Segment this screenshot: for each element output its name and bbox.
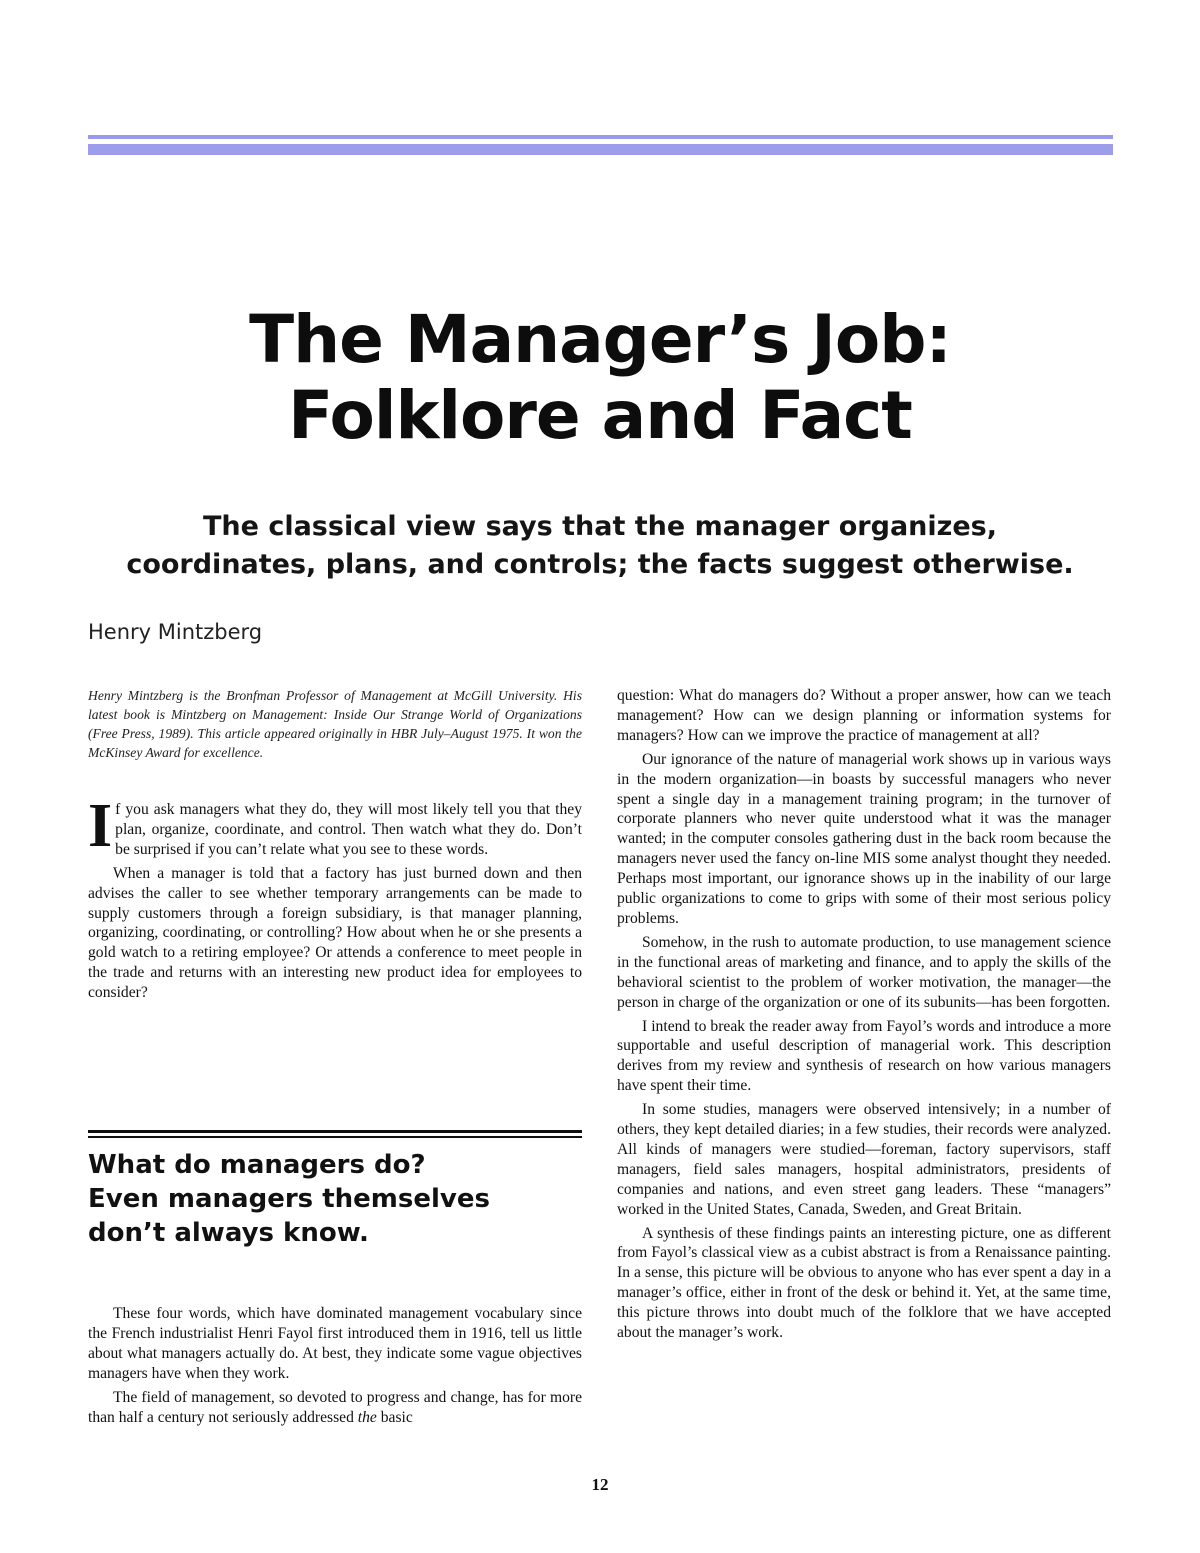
right-paragraph-1: question: What do managers do? Without a proper answer, how can we teach management? How can we design planning or information systems for managers? How can we improve the practice of management at all? <box>617 687 1111 744</box>
pullquote-line-3: don’t always know. <box>88 1218 369 1248</box>
article-subtitle <box>0 508 1200 584</box>
author-byline: Henry Mintzberg <box>88 620 263 644</box>
page-number: 12 <box>591 1475 609 1494</box>
title-line-2: Folklore and Fact <box>288 377 912 454</box>
header-rule-thick <box>88 144 1113 155</box>
right-paragraph-3: Somehow, in the rush to automate production, to use management science in the functional areas of marketing and finance, and to apply the skills of the behavioral scientist to the problem of worker motivation, the manager—the person in charge of the organization or one of its subunits—has been forgotten. <box>617 933 1111 1011</box>
left-paragraph-4 <box>88 1388 582 1428</box>
right-paragraph-2: Our ignorance of the nature of managerial work shows up in various ways in the modern organization—in boasts by successful managers who never spent a single day in a management training program; in the turnover of corporate planners who never quite understood what it was the manager wanted; in the computer consoles gathering dust in the back room because the managers never used the fancy on-line MIS some analyst thought they needed. Perhaps most important, our ignorance shows up in the inability of our large public organizations to come to grips with some of their most serious policy problems. <box>617 750 1111 927</box>
left-column-body <box>88 1304 582 1431</box>
pullquote-rule-bottom <box>88 1136 582 1138</box>
pullquote-rule-top <box>88 1130 582 1133</box>
title-line-1: The Manager’s Job: <box>249 301 951 378</box>
pullquote-line-2: Even managers themselves <box>88 1184 490 1214</box>
pull-quote <box>88 1148 582 1250</box>
article-title <box>0 302 1200 454</box>
intro-paragraph-text: f you ask managers what they do, they will most likely tell you that they plan, organize, coordinate, and control. Then watch what they do. Don’t be surprised if you can’t relate what you see to these words. <box>115 801 582 858</box>
left-paragraph-3: These four words, which have dominated management vocabulary since the French industrialist Henri Fayol first introduced them in 1916, tell us little about what managers actually do. At best, they indicate some vague objectives managers have when they work. <box>88 1305 582 1382</box>
left-paragraph-2: When a manager is told that a factory has just burned down and then advises the caller to see whether temporary arrangements can be made to supply customers through a foreign subsidiary, is that manager planning, organizing, coordinating, or controlling? How about when he or she presents a gold watch to a retiring employee? Or attends a conference to meet people in the trade and returns with an interesting new product idea for employees to consider? <box>88 864 582 1002</box>
subtitle-line-2: coordinates, plans, and controls; the facts suggest otherwise. <box>126 549 1074 580</box>
left-paragraph-4-end: basic <box>376 1408 413 1426</box>
intro-paragraph <box>88 792 582 860</box>
left-column-intro <box>88 792 582 1007</box>
author-bio: Henry Mintzberg is the Bronfman Professor of Management at McGill University. His latest book is Mintzberg on Management: Inside Our Strange World of Organizations (Free Press, 1989). This article appeared originally in HBR July–August 1975. It won the McKinsey Award for excellence. <box>88 688 582 760</box>
subtitle-line-1: The classical view says that the manager organizes, <box>202 511 998 542</box>
right-column <box>617 686 1111 1347</box>
pullquote-line-1: What do managers do? <box>88 1150 426 1180</box>
header-rule-thin <box>88 135 1113 139</box>
right-paragraph-4: I intend to break the reader away from Fayol’s words and introduce a more supportable and useful description of managerial work. This description derives from my review and synthesis of research on how various managers have spent their time. <box>617 1017 1111 1095</box>
left-paragraph-4-start: The field of management, so devoted to progress and change, has for more than half a century not seriously addressed <box>88 1388 582 1426</box>
drop-cap: I <box>88 792 113 860</box>
right-paragraph-6: A synthesis of these findings paints an interesting picture, one as different from Fayol’s classical view as a cubist abstract is from a Renaissance painting. In a sense, this picture will be obvious to anyone who has ever spent a day in a manager’s office, either in front of the desk or behind it. Yet, at the same time, this picture throws into doubt much of the folklore that we have accepted about the manager’s work. <box>617 1224 1111 1342</box>
right-paragraph-5: In some studies, managers were observed intensively; in a number of others, they kept detailed diaries; in a few studies, their records were analyzed. All kinds of managers were studied—foreman, factory supervisors, staff managers, field sales managers, hospital administrators, presidents of companies and nations, and even street gang leaders. These “managers” worked in the United States, Canada, Sweden, and Great Britain. <box>617 1101 1111 1218</box>
left-paragraph-4-emphasis: the <box>357 1408 377 1426</box>
